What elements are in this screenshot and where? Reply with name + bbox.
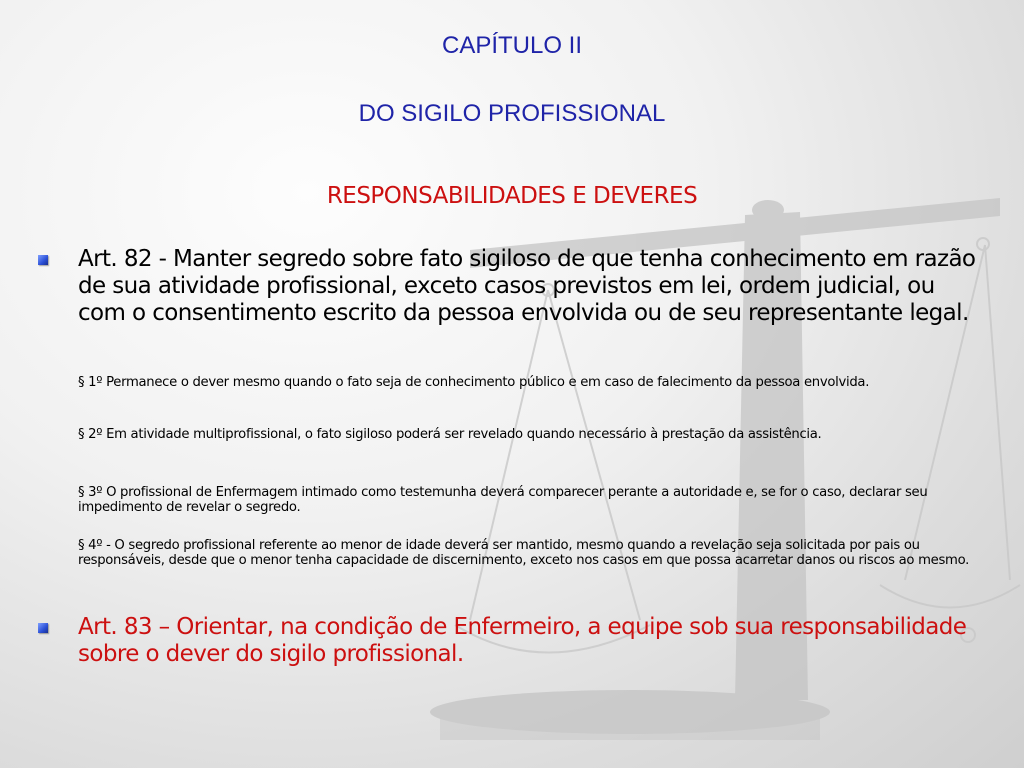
- chapter-title: CAPÍTULO II: [441, 32, 583, 59]
- article-83: [38, 614, 988, 668]
- paragraph-1: § 1º Permanece o dever mesmo quando o fato seja de conhecimento público e em caso de falecimento da pessoa envolvida.: [78, 375, 870, 390]
- paragraph-3: § 3º O profissional de Enfermagem intimado como testemunha deverá comparecer perante a autoridade e, se for o caso, declarar seu impedimento de revelar o segredo.: [78, 485, 928, 515]
- square-bullet-icon: [38, 255, 48, 265]
- article-82: [38, 246, 988, 327]
- article-82-text: Art. 82 - Manter segredo sobre fato sigiloso de que tenha conhecimento em razão de sua atividade profissional, exceto casos previstos em lei, ordem judicial, ou com o consentimento escrito da pessoa envolvida ou de seu representante legal.: [78, 246, 976, 326]
- paragraph-4: § 4º - O segredo profissional referente ao menor de idade deverá ser mantido, mesmo quando a revelação seja solicitada por pais ou responsáveis, desde que o menor tenha capacidade de discernimento, exceto nos casos em que possa acarretar danos ou riscos ao mesmo.: [78, 538, 969, 568]
- section-title: DO SIGILO PROFISSIONAL: [358, 100, 666, 127]
- square-bullet-icon: [38, 623, 48, 633]
- page-subtitle: RESPONSABILIDADES E DEVERES: [326, 183, 698, 209]
- paragraph-2: § 2º Em atividade multiprofissional, o fato sigiloso poderá ser revelado quando necessário à prestação da assistência.: [78, 427, 822, 442]
- article-83-text: Art. 83 – Orientar, na condição de Enfermeiro, a equipe sob sua responsabilidade sobre o dever do sigilo profissional.: [78, 614, 967, 667]
